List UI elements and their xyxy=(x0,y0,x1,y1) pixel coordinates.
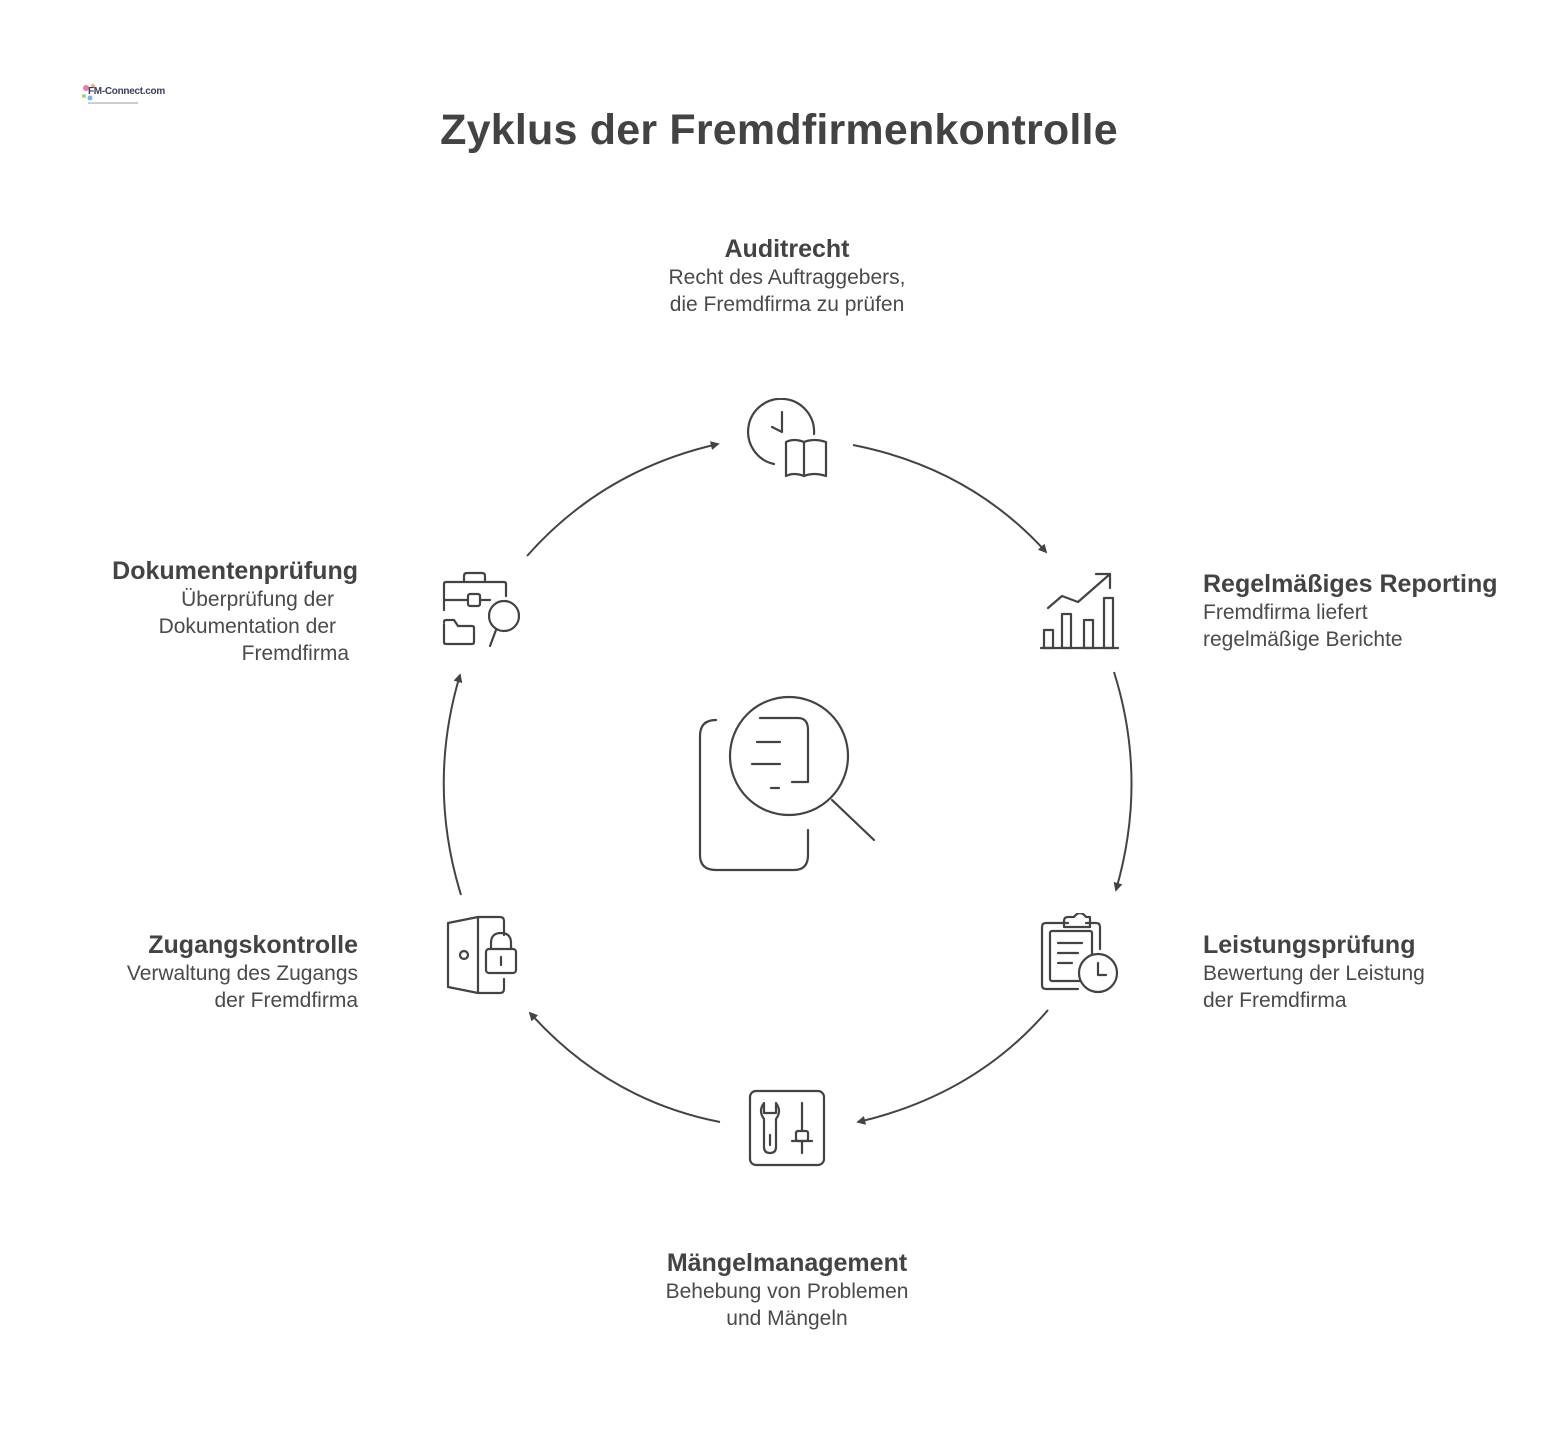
arrow-leistung-to-maengel xyxy=(858,1010,1048,1122)
step-doku-desc-line2: Dokumentation der xyxy=(158,615,336,638)
step-leistung-desc-line2: der Fremdfirma xyxy=(1203,989,1347,1012)
arrow-zugang-to-doku xyxy=(444,675,461,895)
step-leistung-desc-line1: Bewertung der Leistung xyxy=(1203,962,1425,985)
arrow-doku-to-audit xyxy=(527,444,718,556)
arrow-audit-to-reporting xyxy=(853,445,1046,552)
step-zugang-desc-line1: Verwaltung des Zugangs xyxy=(126,962,358,985)
clock-book-icon xyxy=(746,398,830,480)
step-zugang xyxy=(18,930,358,1014)
arrow-maengel-to-zugang xyxy=(530,1013,720,1122)
diagram-title: Zyklus der Fremdfirmenkontrolle xyxy=(440,106,1118,154)
step-maengel-title: Mängelmanagement xyxy=(666,1249,908,1277)
bar-chart-trend-icon xyxy=(1038,570,1122,652)
step-audit-desc-line1: Recht des Auftraggebers, xyxy=(668,266,906,289)
clipboard-clock-icon xyxy=(1038,913,1122,997)
step-reporting-desc-line2: regelmäßige Berichte xyxy=(1203,628,1403,651)
step-zugang-desc-line2: der Fremdfirma xyxy=(214,989,358,1012)
step-reporting xyxy=(1203,569,1548,653)
step-leistung xyxy=(1203,930,1543,1014)
step-audit xyxy=(617,234,957,318)
step-audit-desc-line2: die Fremdfirma zu prüfen xyxy=(669,293,905,316)
step-doku-desc-line3: Fremdfirma xyxy=(241,642,349,665)
tools-icon xyxy=(746,1087,830,1171)
step-maengel-desc-line2: und Mängeln xyxy=(726,1307,848,1330)
document-search-icon xyxy=(690,690,890,880)
step-doku xyxy=(18,556,358,667)
step-maengel-desc-line1: Behebung von Problemen xyxy=(665,1280,909,1303)
step-doku-desc-line1: Überprüfung der xyxy=(181,588,334,611)
door-lock-icon xyxy=(442,913,526,997)
arrow-reporting-to-leistung xyxy=(1114,672,1132,890)
step-maengel xyxy=(617,1248,957,1332)
step-audit-title: Auditrecht xyxy=(724,235,850,263)
step-reporting-title: Regelmäßiges Reporting xyxy=(1203,570,1498,598)
step-reporting-desc-line1: Fremdfirma liefert xyxy=(1203,601,1368,624)
step-doku-title: Dokumentenprüfung xyxy=(112,557,358,585)
logo-text: FM-Connect.com xyxy=(88,86,165,97)
step-leistung-title: Leistungsprüfung xyxy=(1203,931,1416,959)
step-zugang-title: Zugangskontrolle xyxy=(148,931,358,959)
briefcase-search-icon xyxy=(440,570,526,654)
